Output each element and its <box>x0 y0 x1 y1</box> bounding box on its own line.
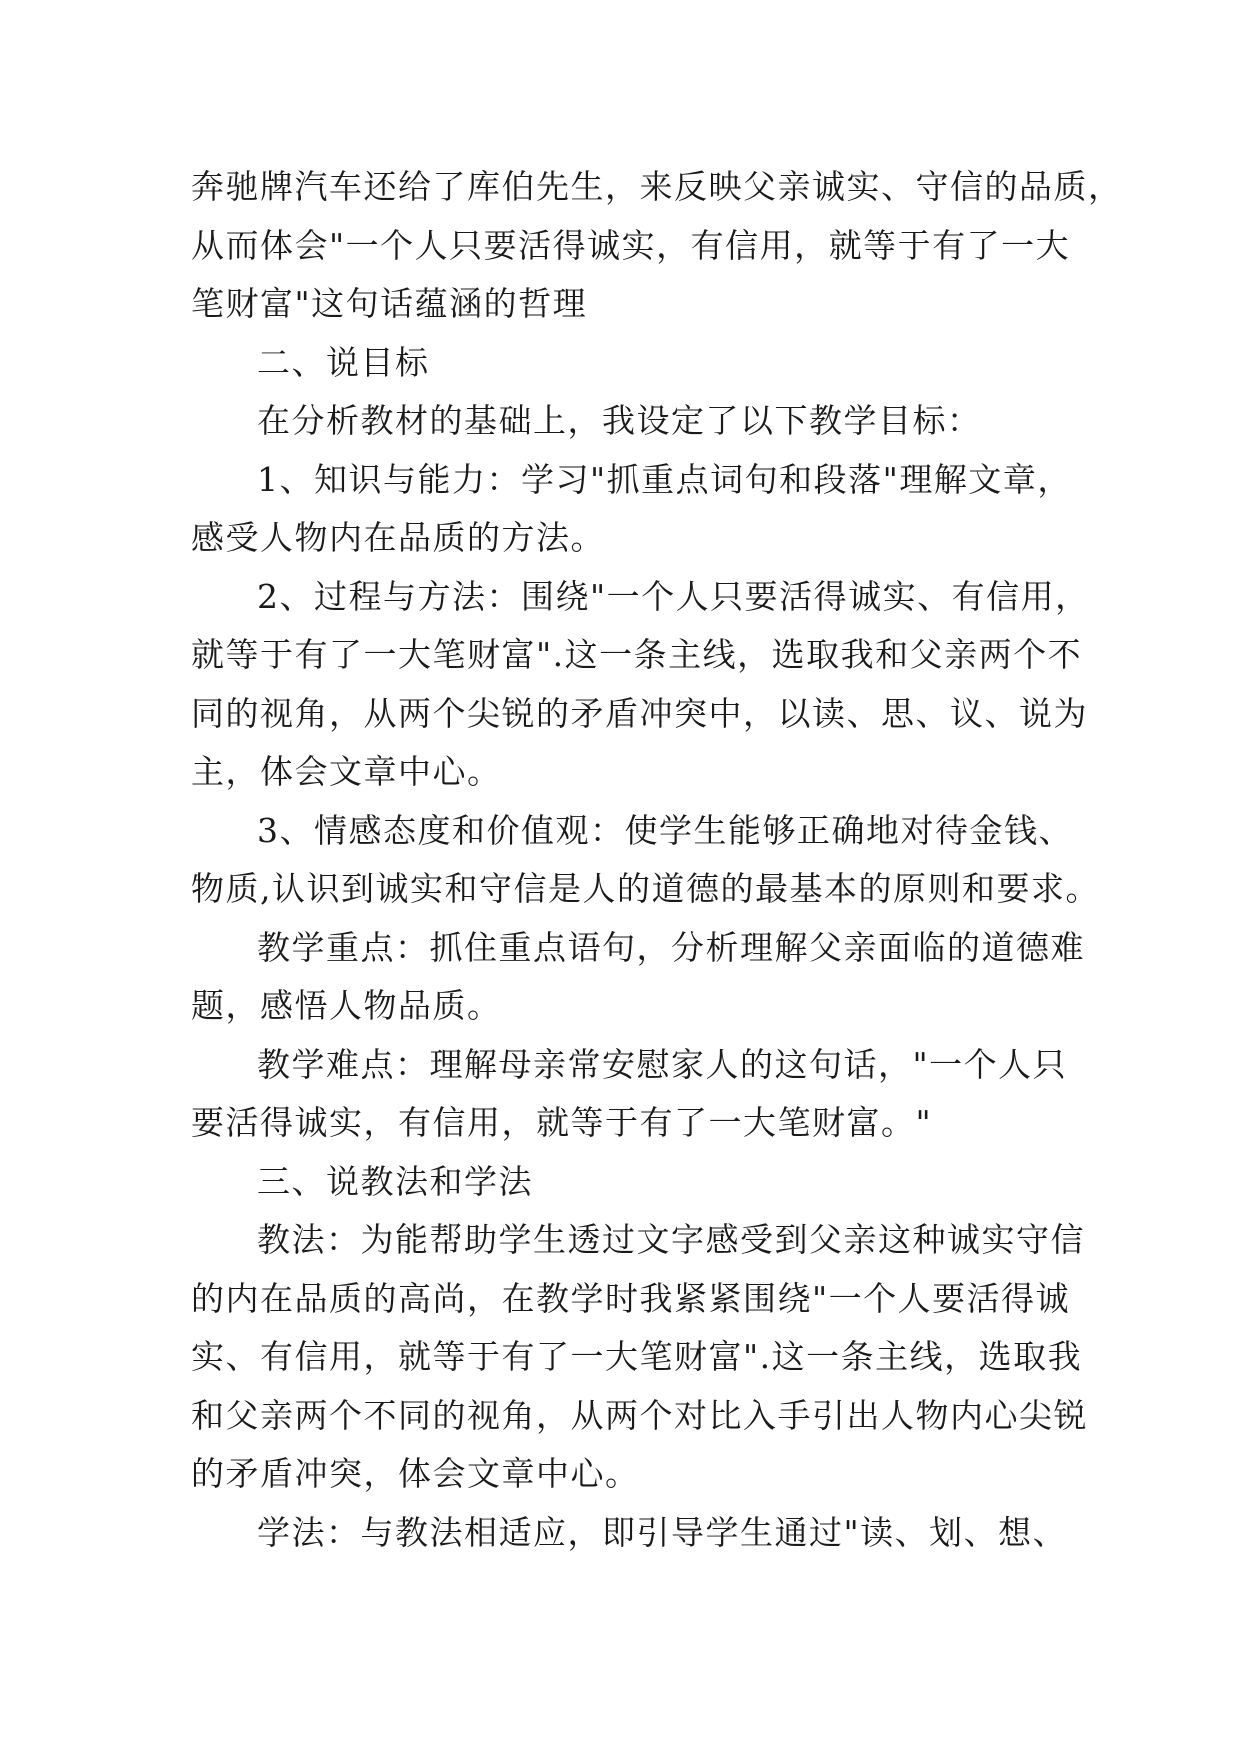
text-line: 题，感悟人物品质。 <box>191 986 502 1025</box>
text-line: 奔驰牌汽车还给了库伯先生，来反映父亲诚实、守信的品质， <box>191 167 1123 206</box>
text-line: 3、情感态度和价值观：使学生能够正确地对待金钱、 <box>257 810 1073 850</box>
text-line: 学法：与教法相适应，即引导学生通过"读、划、想、 <box>257 1512 1068 1552</box>
text-line: 教法：为能帮助学生透过文字感受到父亲这种诚实守信 <box>257 1220 1085 1259</box>
text-line: 教学重点：抓住重点语句，分析理解父亲面临的道德难 <box>257 927 1085 967</box>
text-line: 主，体会文章中心。 <box>191 752 502 791</box>
text-line: 感受人物内在品质的方法。 <box>191 518 605 557</box>
text-line: 2、过程与方法：围绕"一个人只要活得诚实、有信用， <box>257 576 1090 616</box>
text-line: 的矛盾冲突，体会文章中心。 <box>191 1454 640 1493</box>
text-line: 1、知识与能力：学习"抓重点词句和段落"理解文章， <box>257 459 1072 499</box>
text-line: 同的视角，从两个尖锐的矛盾冲突中，以读、思、议、说为 <box>191 693 1088 733</box>
text-line: 笔财富"这句话蕴涵的哲理 <box>191 284 588 323</box>
document-body <box>191 158 1123 1562</box>
text-line: 教学难点：理解母亲常安慰家人的这句话，"一个人只 <box>257 1044 1068 1084</box>
text-line: 要活得诚实，有信用，就等于有了一大笔财富。" <box>191 1103 933 1142</box>
text-line: 物质,认识到诚实和守信是人的道德的最基本的原则和要求。 <box>191 869 1100 908</box>
text-line: 的内在品质的高尚，在教学时我紧紧围绕"一个人要活得诚 <box>191 1278 1071 1318</box>
text-line: 就等于有了一大笔财富".这一条主线，选取我和父亲两个不 <box>191 635 1083 674</box>
text-line: 三、说教法和学法 <box>257 1161 533 1201</box>
text-line: 从而体会"一个人只要活得诚实，有信用，就等于有了一大 <box>191 225 1071 265</box>
text-line: 二、说目标 <box>257 342 430 382</box>
text-line: 在分析教材的基础上，我设定了以下教学目标： <box>257 401 982 440</box>
text-line: 实、有信用，就等于有了一大笔财富".这一条主线，选取我 <box>191 1337 1083 1376</box>
text-line: 和父亲两个不同的视角，从两个对比入手引出人物内心尖锐 <box>191 1395 1088 1435</box>
